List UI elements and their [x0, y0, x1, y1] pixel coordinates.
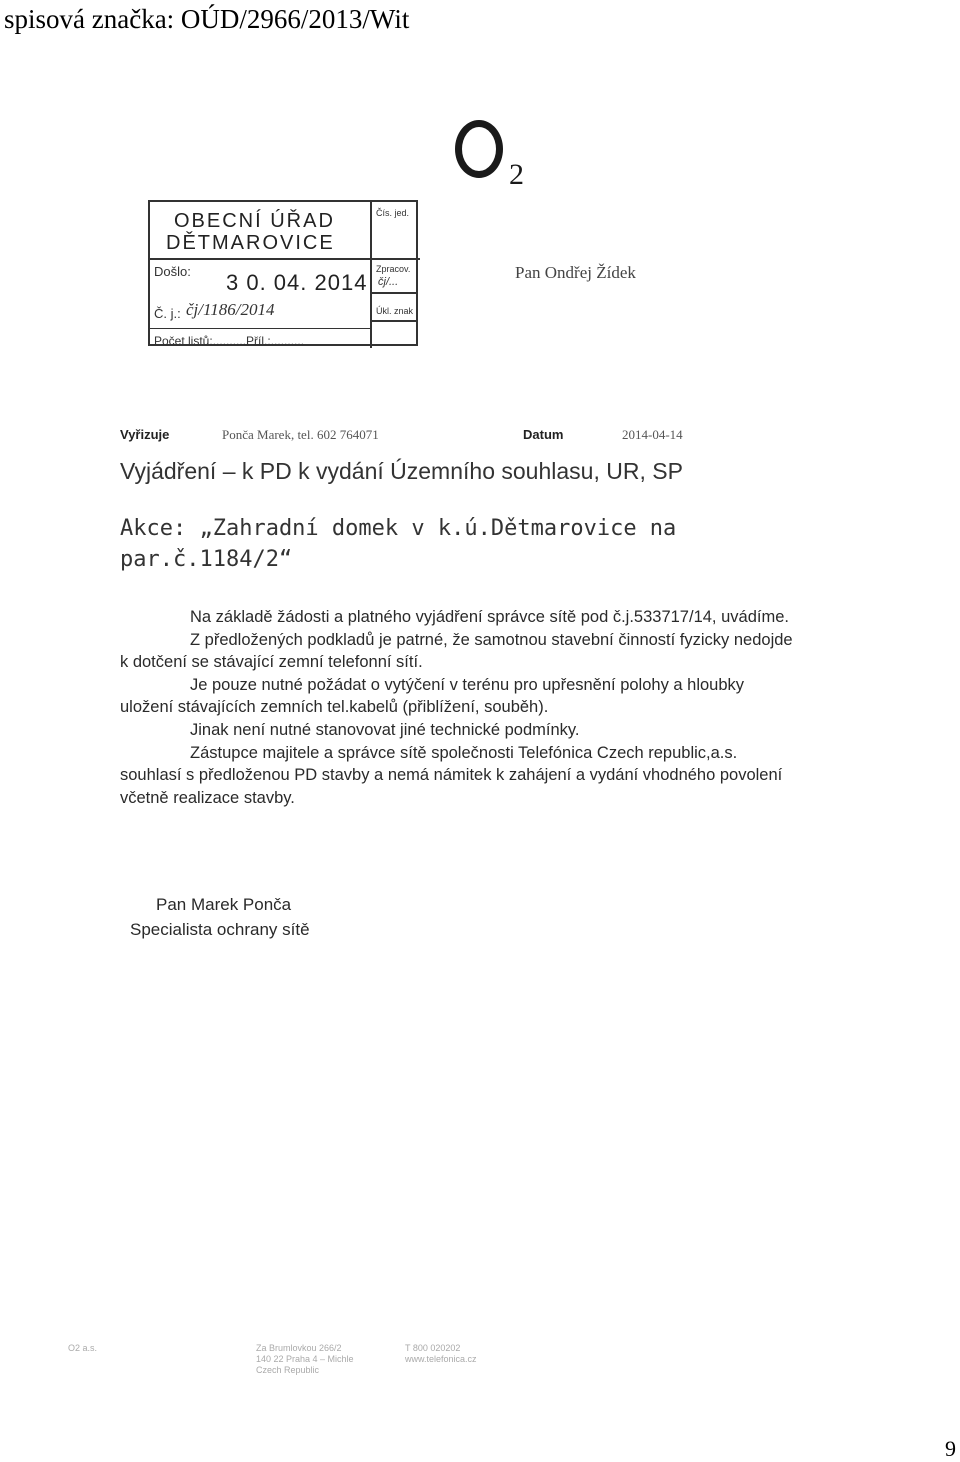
footer-address-line1: Za Brumlovkou 266/2 [256, 1343, 342, 1353]
stamp-office-line2: DĚTMAROVICE [166, 232, 335, 254]
footer-address-line3: Czech Republic [256, 1365, 320, 1375]
signatory-title: Specialista ochrany sítě [130, 920, 310, 939]
o2-logo [455, 120, 545, 200]
stamp-zprac-hand: čj/... [378, 276, 399, 288]
footer-address [256, 1343, 354, 1376]
stamp-received-label: Došlo: [154, 264, 191, 279]
footer-contact [405, 1343, 477, 1365]
o2-logo-subscript: 2 [509, 158, 524, 191]
signatory-name: Pan Marek Ponča [156, 895, 292, 914]
document-heading: Vyjádření – k PD k vydání Územního souhlasu, UR, SP [120, 458, 683, 484]
stamp-zprac-label: Zpracov. [376, 264, 411, 274]
date-label: Datum [523, 427, 564, 442]
footer-web: www.telefonica.cz [405, 1354, 477, 1364]
letter-body [120, 606, 800, 809]
footer-company: O2 a.s. [68, 1343, 98, 1353]
reference-number: spisová značka: OÚD/2966/2013/Wit [4, 4, 410, 34]
handled-by-value: Ponča Marek, tel. 602 764071 [222, 427, 379, 442]
paragraph-4: Jinak není nutné stanovovat jiné technické podmínky. [190, 720, 580, 739]
date-value: 2014-04-14 [622, 427, 683, 442]
stamp-cj-handwritten: čj/1186/2014 [186, 300, 275, 319]
footer-address-line2: 140 22 Praha 4 – Michle [256, 1354, 354, 1364]
paragraph-1: Na základě žádosti a platného vyjádření správce sítě pod č.j.533717/14, uvádíme. [190, 608, 789, 626]
signature-block [130, 892, 310, 942]
footer-phone: T 800 020202 [405, 1343, 461, 1353]
stamp-cis-label: Čís. jed. [376, 208, 410, 218]
stamp-received-date: 3 0. 04. 2014 [226, 270, 368, 295]
paragraph-3: Je pouze nutné požádat o vytýčení v terénu pro upřesnění polohy a hloubky uložení stávajících zemních tel.kabelů (přiblížení, souběh). [120, 675, 745, 717]
received-stamp [148, 200, 418, 346]
stamp-office-line1: OBECNÍ ÚŘAD [174, 210, 335, 232]
stamp-pages-label: Počet listů:..........Příl.:.......... [154, 334, 305, 348]
o2-logo-ring [455, 120, 503, 178]
paragraph-5: Zástupce majitele a správce sítě společnosti Telefónica Czech republic,a.s. souhlasí s předloženou PD stavby a nemá námitek k zahájení a vydání vhodného povolení včetně realizace stavby. [120, 743, 783, 807]
page-number: 9 [945, 1436, 956, 1461]
stamp-cj-label: Č. j.: [154, 306, 181, 321]
action-title: Akce: „Zahradní domek v k.ú.Dětmarovice na par.č.1184/2“ [120, 516, 677, 572]
recipient: Pan Ondřej Žídek [515, 263, 636, 282]
handled-by-label: Vyřizuje [120, 427, 170, 442]
stamp-ulozn-label: Úkl. znak [376, 306, 414, 316]
paragraph-2: Z předložených podkladů je patrné, že samotnou stavební činností fyzicky nedojde k dotčení se stávající zemní telefonní sítí. [120, 630, 793, 672]
